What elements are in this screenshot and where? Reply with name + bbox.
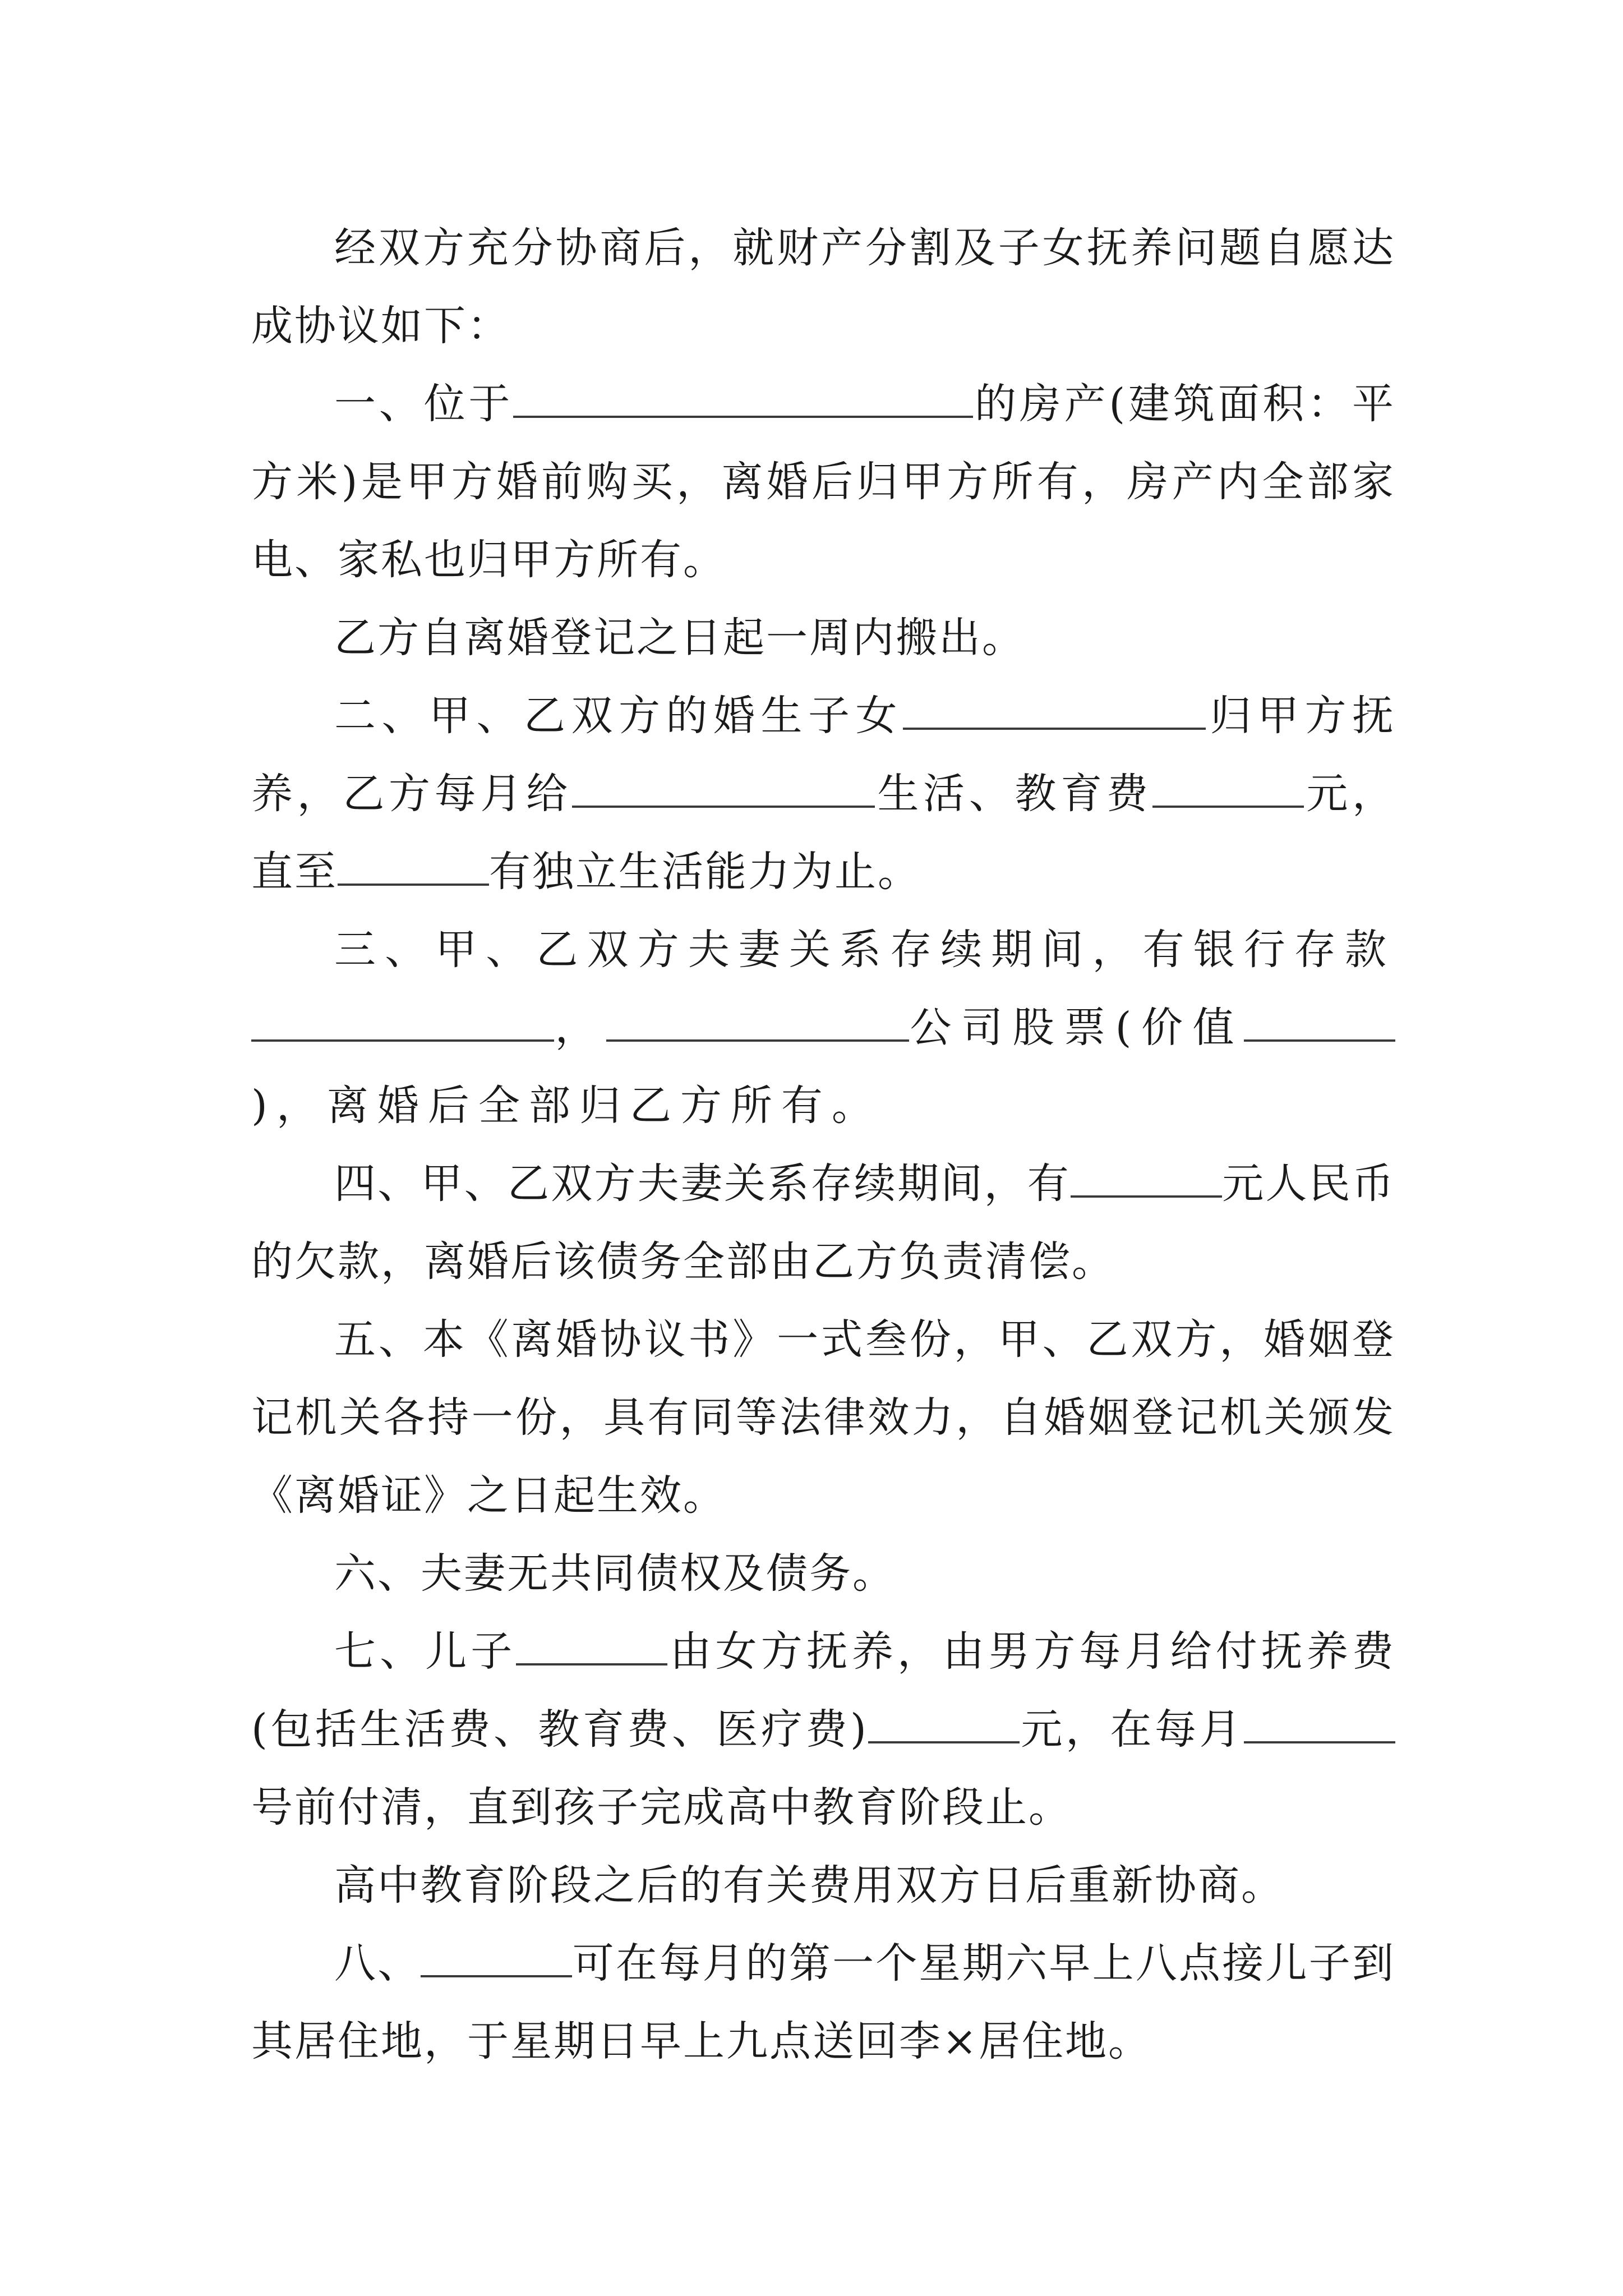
payment-day-blank <box>1244 1709 1395 1743</box>
property-location-blank <box>513 383 973 418</box>
child-name-blank <box>903 695 1206 730</box>
clause-8-paragraph: 八、 可在每月的第一个星期六早上八点接儿子到其居住地，于星期日早上九点送回李×居住地。 <box>251 1939 1396 2065</box>
recipient-blank <box>572 773 875 808</box>
clause-6-paragraph: 六、夫妻无共同债权及债务。 <box>334 1549 896 1598</box>
son-name-blank <box>516 1631 667 1665</box>
clause-7-paragraph: 七、儿子 由女方抚养，由男方每月给付抚养费(包括生活费、教育费、医疗费) 元，在每月号前付清，直到孩子完成高中教育阶段止。 <box>251 1627 1396 1832</box>
clause-2-paragraph: 二、甲、乙双方的婚生子女 归甲方抚养，乙方每月给 生活、教育费 元，直至 有独立生活能力为止。 <box>251 692 1395 896</box>
clause-4-paragraph: 四、甲、乙双方夫妻关系存续期间，有 元人民币的欠款，离婚后该债务全部由乙方负责清偿。 <box>251 1159 1395 1286</box>
until-blank <box>338 851 489 886</box>
amount-blank <box>1152 773 1304 808</box>
clause-1-paragraph: 一、位于 的房产(建筑面积：平方米)是甲方婚前购买，离婚后归甲方所有，房产内全部家电、家私也归甲方所有。 <box>251 380 1396 584</box>
clause-5-paragraph: 五、本《离婚协议书》一式叁份，甲、乙双方，婚姻登记机关各持一份，具有同等法律效力，自婚姻登记机关颁发《离婚证》之日起生效。 <box>251 1315 1395 1520</box>
clause-3-paragraph: 三、甲、乙双方夫妻关系存续期间，有银行存款， 公司股票(价值)，离婚后全部归乙方所有。 <box>251 926 1395 1130</box>
company-blank <box>606 1007 909 1042</box>
debt-amount-blank <box>1071 1163 1222 1198</box>
bank-deposit-blank <box>251 1007 554 1042</box>
clause-1-note: 乙方自离婚登记之日起一周内搬出。 <box>334 614 1025 662</box>
clause-7-note: 高中教育阶段之后的有关费用双方日后重新协商。 <box>334 1861 1284 1910</box>
intro-paragraph: 经双方充分协商后，就财产分割及子女抚养问题自愿达成协议如下： <box>251 224 1395 350</box>
agreement-body <box>251 209 1395 2081</box>
stock-value-blank <box>1244 1007 1395 1042</box>
visiting-parent-blank <box>421 1943 572 1977</box>
support-amount-blank <box>868 1709 1020 1743</box>
